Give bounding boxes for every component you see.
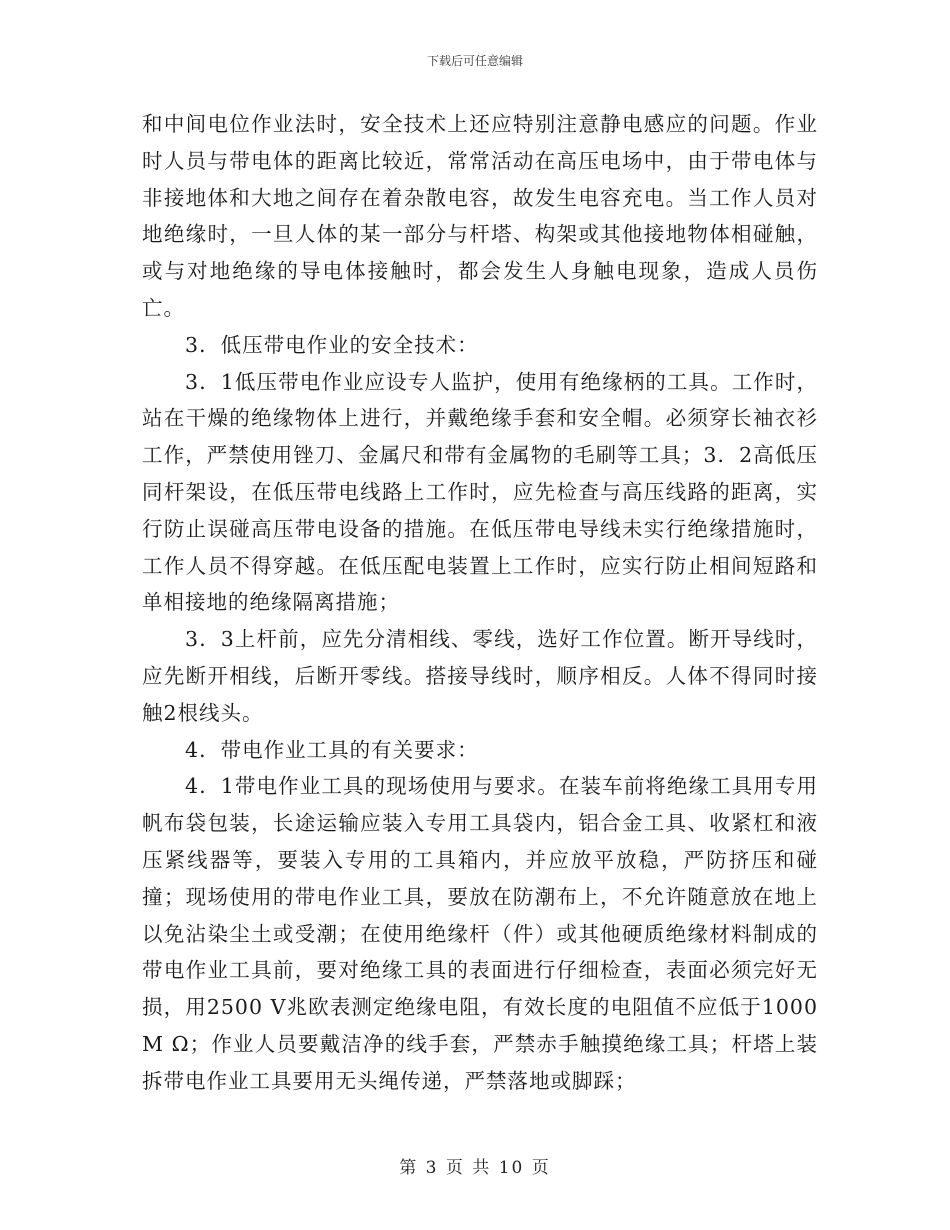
paragraph-2: 3．1低压带电作业应设专人监护，使用有绝缘柄的工具。工作时，站在干燥的绝缘物体上进行，并戴绝缘手套和安全帽。必须穿长袖衣衫工作，严禁使用锉刀、金属尺和带有金属物的毛刷等工具；3．2高低压同杆架设，在低压带电线路上工作时，应先检查与高压线路的距离，实行防止误碰高压带电设备的措施。在低压带电导线未实行绝缘措施时，工作人员不得穿越。在低压配电装置上工作时，应实行防止相间短路和单相接地的绝缘隔离措施； <box>142 369 818 615</box>
page-header-note: 下载后可任意编辑 <box>426 54 523 68</box>
paragraph-5: 4．1带电作业工具的现场使用与要求。在装车前将绝缘工具用专用帆布袋包装，长途运输应装入专用工具袋内，铝合金工具、收紧杠和液压紧线器等，要装入专用的工具箱内，并应放平放稳，严防挤压和碰撞；现场使用的带电作业工具，要放在防潮布上，不允许随意放在地上以免沾染尘土或受潮；在使用绝缘杆（件）或其他硬质绝缘材料制成的带电作业工具前，要对绝缘工具的表面进行仔细检查，表面必须完好无损，用2500 V兆欧表测定绝缘电阻，有效长度的电阻值不应低于1000 M Ω；作业人员要戴洁净的线手套，严禁赤手触摸绝缘工具；杆塔上装拆带电作业工具要用无头绳传递，严禁落地或脚踩； <box>142 774 818 1093</box>
paragraph-1: 3．低压带电作业的安全技术： <box>185 332 479 357</box>
page-number-footer: 第 3 页 共 10 页 <box>399 1158 551 1178</box>
paragraph-4: 4．带电作业工具的有关要求： <box>185 737 479 762</box>
paragraph-0: 和中间电位作业法时，安全技术上还应特别注意静电感应的问题。作业时人员与带电体的距离比较近，常常活动在高压电场中，由于带电体与非接地体和大地之间存在着杂散电容，故发生电容充电。当工作人员对地绝缘时，一旦人体的某一部分与杆塔、构架或其他接地物体相碰触，或与对地绝缘的导电体接触时，都会发生人身触电现象，造成人员伤亡。 <box>142 112 818 320</box>
document-body <box>142 106 818 1100</box>
paragraph-3: 3．3上杆前，应先分清相线、零线，选好工作位置。断开导线时，应先断开相线，后断开零线。搭接导线时，顺序相反。人体不得同时接触2根线头。 <box>142 627 818 725</box>
